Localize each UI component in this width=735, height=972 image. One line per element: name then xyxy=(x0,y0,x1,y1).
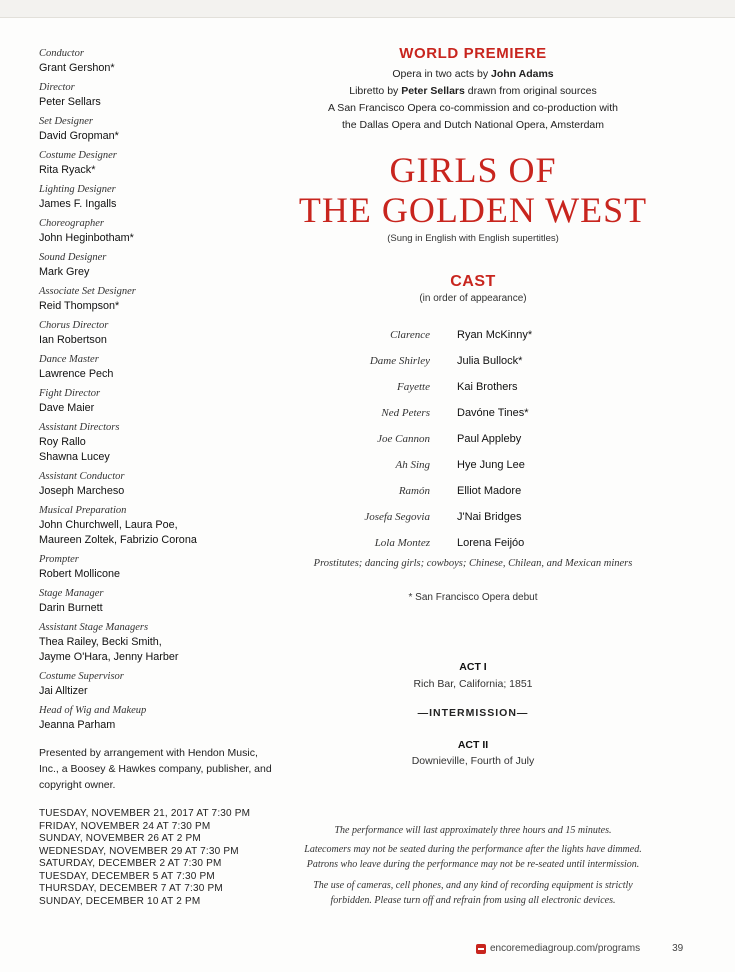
commission-line: A San Francisco Opera co-commission and co-production with xyxy=(327,102,619,114)
opera-by-prefix: Opera in two acts by xyxy=(392,68,491,80)
performance-date: THURSDAY, DECEMBER 7 AT 7:30 PM xyxy=(39,883,223,894)
encore-logo-icon xyxy=(476,944,486,954)
cast-row xyxy=(300,374,640,400)
credit-role: Dance Master xyxy=(39,354,99,365)
character-name: Fayette xyxy=(397,381,430,393)
performance-date: SUNDAY, DECEMBER 10 AT 2 PM xyxy=(39,895,201,907)
ensemble-note: Prostitutes; dancing girls; cowboys; Chinese, Chilean, and Mexican miners xyxy=(313,558,633,569)
credit-name: Dave Maier xyxy=(39,402,95,414)
credit-entry xyxy=(39,470,279,499)
credit-role: Musical Preparation xyxy=(39,505,127,516)
title-line-2: THE GOLDEN WEST xyxy=(298,190,648,230)
credit-role: Sound Designer xyxy=(39,252,107,263)
actor-name: Ryan McKinny* xyxy=(457,329,533,341)
performance-date: TUESDAY, DECEMBER 5 AT 7:30 PM xyxy=(39,870,215,882)
credit-name: Joseph Marcheso xyxy=(39,485,125,497)
cast-row xyxy=(300,452,640,478)
latecomers-note: Latecomers may not be seated during the performance after the lights have dimmed. Patrons who leave during the performance may not be re-seated until intermission. xyxy=(304,844,642,870)
credit-role: Associate Set Designer xyxy=(39,286,136,297)
character-name: Joe Cannon xyxy=(377,433,430,445)
credit-entry xyxy=(39,251,279,280)
production-credits xyxy=(39,47,279,738)
credit-entry xyxy=(39,47,279,76)
credit-name: Roy Rallo Shawna Lucey xyxy=(39,436,110,463)
credit-name: John Heginbotham* xyxy=(39,232,134,244)
actor-name: Hye Jung Lee xyxy=(457,459,525,471)
credit-name: Peter Sellars xyxy=(39,96,101,108)
credit-name: Jeanna Parham xyxy=(39,719,116,731)
credit-role: Chorus Director xyxy=(39,320,109,331)
debut-note: * San Francisco Opera debut xyxy=(408,592,538,603)
credit-name: Jai Alltizer xyxy=(39,685,88,697)
credit-name: Thea Railey, Becki Smith, Jayme O'Hara, Jenny Harber xyxy=(39,636,179,663)
libretto-line xyxy=(288,83,658,100)
coproduction-line: the Dallas Opera and Dutch National Opera, Amsterdam xyxy=(341,119,605,131)
credit-name: Darin Burnett xyxy=(39,602,103,614)
credit-role: Choreographer xyxy=(39,218,104,229)
character-name: Lola Montez xyxy=(374,537,430,549)
cast-row xyxy=(300,426,640,452)
credit-entry xyxy=(39,81,279,110)
credit-name: Mark Grey xyxy=(39,266,90,278)
credit-name: Rita Ryack* xyxy=(39,164,96,176)
act-1-setting: Rich Bar, California; 1851 xyxy=(413,678,533,690)
supertitles-note: (Sung in English with English supertitles) xyxy=(387,233,559,244)
performance-date: WEDNESDAY, NOVEMBER 29 AT 7:30 PM xyxy=(39,845,239,857)
presented-note: Presented by arrangement with Hendon Music, Inc., a Boosey & Hawkes company, publisher, and copyright owner. xyxy=(39,747,272,791)
credit-role: Fight Director xyxy=(39,388,101,399)
credit-role: Set Designer xyxy=(39,116,93,127)
credit-role: Costume Supervisor xyxy=(39,671,124,682)
librettist-name: Peter Sellars xyxy=(401,85,465,97)
performance-date: SATURDAY, DECEMBER 2 AT 7:30 PM xyxy=(39,858,222,869)
credit-entry xyxy=(39,183,279,212)
cast-row xyxy=(300,504,640,530)
credit-role: Prompter xyxy=(39,554,79,565)
credit-name: Robert Mollicone xyxy=(39,568,121,580)
credit-role: Assistant Stage Managers xyxy=(39,622,149,633)
credit-entry xyxy=(39,553,279,582)
credit-entry xyxy=(39,353,279,382)
credit-entry xyxy=(39,587,279,616)
opera-title xyxy=(288,150,658,230)
cast-row xyxy=(300,400,640,426)
cast-row xyxy=(300,322,640,348)
credit-entry xyxy=(39,504,279,548)
opera-by-line xyxy=(288,66,658,83)
page-number: 39 xyxy=(672,943,684,954)
character-name: Dame Shirley xyxy=(369,355,430,367)
credit-entry xyxy=(39,387,279,416)
credit-role: Lighting Designer xyxy=(39,184,116,195)
actor-name: Elliot Madore xyxy=(457,485,522,497)
actor-name: Kai Brothers xyxy=(457,381,518,393)
page-footer xyxy=(476,943,683,954)
credit-name: Reid Thompson* xyxy=(39,300,120,312)
duration-note: The performance will last approximately three hours and 15 minutes. xyxy=(334,825,612,836)
libretto-suffix: drawn from original sources xyxy=(464,85,597,97)
actor-name: Davóne Tines* xyxy=(457,407,529,419)
performance-date: FRIDAY, NOVEMBER 24 AT 7:30 PM xyxy=(39,820,211,832)
cast-row xyxy=(300,348,640,374)
credit-role: Assistant Conductor xyxy=(39,471,125,482)
credit-name: David Gropman* xyxy=(39,130,119,142)
title-line-1: GIRLS OF xyxy=(389,150,557,190)
credit-entry xyxy=(39,319,279,348)
actor-name: Lorena Feijóo xyxy=(457,537,525,549)
credit-role: Head of Wig and Makeup xyxy=(39,705,147,716)
credit-role: Assistant Directors xyxy=(39,422,120,433)
cast-subheading: (in order of appearance) xyxy=(419,293,527,304)
credit-entry xyxy=(39,621,279,665)
credit-entry xyxy=(39,217,279,246)
cast-row xyxy=(300,530,640,556)
credit-entry xyxy=(39,285,279,314)
cast-list xyxy=(300,322,640,556)
character-name: Ramón xyxy=(398,485,430,497)
actor-name: Julia Bullock* xyxy=(457,355,523,367)
performance-date: SUNDAY, NOVEMBER 26 AT 2 PM xyxy=(39,833,201,844)
performance-date: TUESDAY, NOVEMBER 21, 2017 AT 7:30 PM xyxy=(39,808,251,819)
credit-name: Lawrence Pech xyxy=(39,368,114,380)
credit-name: Ian Robertson xyxy=(39,334,107,346)
character-name: Ned Peters xyxy=(381,407,430,419)
libretto-prefix: Libretto by xyxy=(349,85,402,97)
credit-role: Stage Manager xyxy=(39,588,104,599)
credit-entry xyxy=(39,149,279,178)
credit-role: Director xyxy=(39,82,75,93)
credit-role: Conductor xyxy=(39,48,84,59)
credit-entry xyxy=(39,421,279,465)
actor-name: Paul Appleby xyxy=(457,433,522,445)
composer-name: John Adams xyxy=(491,68,554,80)
credit-entry xyxy=(39,115,279,144)
performance-dates xyxy=(39,808,299,908)
act-1-title: ACT I xyxy=(459,661,487,673)
cast-heading: CAST xyxy=(450,273,496,290)
credit-name: Grant Gershon* xyxy=(39,62,115,74)
devices-note: The use of cameras, cell phones, and any kind of recording equipment is strictly forbidden. Please turn off and refrain from using all electronic devices. xyxy=(313,880,633,906)
act-2-title: ACT II xyxy=(457,739,489,751)
character-name: Ah Sing xyxy=(395,459,430,471)
cast-row xyxy=(300,478,640,504)
page-top-edge xyxy=(0,0,735,18)
credit-role: Costume Designer xyxy=(39,150,117,161)
credit-entry xyxy=(39,670,279,699)
actor-name: J'Nai Bridges xyxy=(457,511,522,523)
act-2-setting: Downieville, Fourth of July xyxy=(411,755,535,767)
intermission-label: —INTERMISSION— xyxy=(417,707,529,719)
footer-url: encoremediagroup.com/programs xyxy=(490,943,641,954)
world-premiere-heading: WORLD PREMIERE xyxy=(399,45,547,62)
character-name: Josefa Segovia xyxy=(364,511,430,523)
credit-entry xyxy=(39,704,279,733)
character-name: Clarence xyxy=(390,329,430,341)
credit-name: James F. Ingalls xyxy=(39,198,117,210)
credit-name: John Churchwell, Laura Poe, Maureen Zoltek, Fabrizio Corona xyxy=(39,519,197,546)
